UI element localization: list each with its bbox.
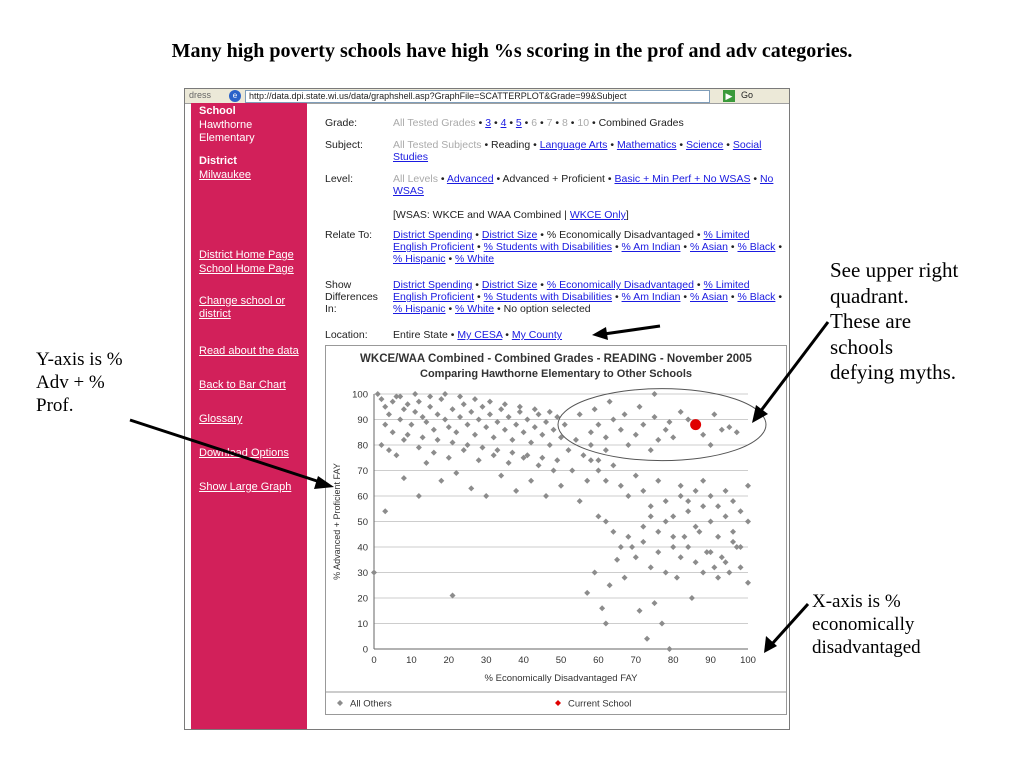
grade-7: 7 bbox=[546, 117, 553, 129]
grade-10: 10 bbox=[577, 117, 590, 129]
x-tick-label: 30 bbox=[480, 655, 492, 666]
level-selected: Advanced + Proficient bbox=[502, 173, 605, 185]
show-link-econ-disadvantaged[interactable]: % Economically Disadvantaged bbox=[546, 279, 694, 291]
x-tick-label: 80 bbox=[667, 655, 679, 666]
note-y-axis: Y-axis is % Adv + % Prof. bbox=[36, 349, 123, 417]
level-link-basic[interactable]: Basic + Min Perf + No WSAS bbox=[614, 173, 751, 185]
show-link-hispanic[interactable]: % Hispanic bbox=[393, 303, 446, 315]
show-link-asian[interactable]: % Asian bbox=[690, 291, 728, 303]
relate-link-hispanic[interactable]: % Hispanic bbox=[393, 253, 446, 265]
arrowhead-location bbox=[592, 327, 608, 340]
arrowhead-y-axis bbox=[314, 476, 334, 489]
legend-label-all-others: All Others bbox=[350, 698, 392, 710]
school-home-link[interactable]: School Home Page bbox=[199, 263, 294, 275]
x-tick-label: 90 bbox=[705, 655, 716, 666]
download-options-link[interactable]: Download Options bbox=[199, 447, 289, 459]
school-label: School bbox=[199, 105, 236, 117]
back-to-bar-chart-link[interactable]: Back to Bar Chart bbox=[199, 379, 286, 391]
level-link-no-wsas[interactable]: No WSAS bbox=[393, 173, 774, 197]
y-tick-label: 30 bbox=[357, 568, 368, 579]
y-tick-label: 90 bbox=[357, 415, 368, 426]
y-tick-label: 100 bbox=[352, 389, 368, 401]
note-x-axis: X-axis is % economically disadvantaged bbox=[812, 591, 921, 659]
go-button[interactable]: Go bbox=[741, 90, 754, 100]
grade-8: 8 bbox=[562, 117, 568, 129]
grade-all: All Tested Grades bbox=[393, 117, 476, 129]
subject-selected: Reading bbox=[491, 139, 531, 151]
address-url-field[interactable]: http://data.dpi.state.wi.us/data/graphshell.asp?GraphFile=SCATTERPLOT&Grade=99&Subject bbox=[245, 90, 710, 103]
read-about-data-link[interactable]: Read about the data bbox=[199, 345, 299, 357]
show-link-lep[interactable]: % Limited English Proficient bbox=[393, 279, 750, 303]
arrow-to-x-axis bbox=[772, 604, 808, 644]
grade-link-5[interactable]: 5 bbox=[515, 117, 522, 129]
relate-link-white[interactable]: % White bbox=[455, 253, 495, 265]
relate-link-district-spending[interactable]: District Spending bbox=[393, 229, 473, 241]
x-tick-label: 100 bbox=[740, 655, 756, 666]
relate-link-asian[interactable]: % Asian bbox=[690, 241, 728, 253]
relate-selected: % Economically Disadvantaged bbox=[546, 229, 694, 241]
level-all: All Levels bbox=[393, 173, 438, 185]
y-tick-label: 80 bbox=[357, 440, 368, 452]
show-link-am-indian[interactable]: % Am Indian bbox=[621, 291, 681, 303]
grade-link-3[interactable]: 3 bbox=[485, 117, 492, 129]
level-link-advanced[interactable]: Advanced bbox=[446, 173, 494, 185]
y-tick-label: 70 bbox=[357, 466, 368, 477]
show-link-disabilities[interactable]: % Students with Disabilities bbox=[483, 291, 613, 303]
y-tick-label: 40 bbox=[357, 542, 368, 554]
y-tick-label: 0 bbox=[362, 644, 368, 656]
arrow-to-y-axis bbox=[130, 420, 320, 482]
x-axis-label: % Economically Disadvantaged FAY bbox=[484, 673, 638, 684]
level-label: Level: bbox=[325, 173, 354, 185]
chart-subtitle: Comparing Hawthorne Elementary to Other Schools bbox=[420, 368, 692, 380]
y-tick-label: 10 bbox=[357, 619, 368, 630]
arrowhead-quadrant bbox=[752, 405, 768, 423]
y-axis-label: % Advanced + Proficient FAY bbox=[332, 463, 342, 580]
subject-link-science[interactable]: Science bbox=[685, 139, 724, 151]
arrow-to-quadrant bbox=[760, 322, 828, 412]
relate-link-district-size[interactable]: District Size bbox=[481, 229, 538, 241]
change-school-link[interactable]: Change school or district bbox=[199, 295, 286, 320]
district-home-link[interactable]: District Home Page bbox=[199, 249, 294, 261]
relate-label: Relate To: bbox=[325, 229, 373, 241]
subject-label: Subject: bbox=[325, 139, 363, 151]
x-tick-label: 0 bbox=[371, 655, 377, 666]
x-tick-label: 70 bbox=[630, 655, 642, 666]
subject-all: All Tested Subjects bbox=[393, 139, 482, 151]
note-upper-right-quadrant: See upper right quadrant. These are schools defying myths. bbox=[830, 258, 959, 385]
subject-link-social-studies[interactable]: Social Studies bbox=[393, 139, 762, 163]
slide-title: Many high poverty schools have high %s scoring in the prof and adv categories. bbox=[171, 40, 853, 62]
district-label: District bbox=[199, 155, 237, 167]
location-label: Location: bbox=[325, 329, 368, 341]
relate-link-disabilities[interactable]: % Students with Disabilities bbox=[483, 241, 613, 253]
show-label: Show Differences In: bbox=[325, 279, 378, 315]
chart-title: WKCE/WAA Combined - Combined Grades - READING - November 2005 bbox=[360, 353, 752, 365]
grade-link-4[interactable]: 4 bbox=[500, 117, 507, 129]
address-label: dress bbox=[189, 90, 212, 100]
page-globe-icon: e bbox=[229, 90, 241, 102]
arrow-to-location bbox=[604, 326, 660, 334]
wkce-only-link[interactable]: WKCE Only bbox=[569, 209, 626, 221]
show-link-black[interactable]: % Black bbox=[737, 291, 776, 303]
location-link-my-county[interactable]: My County bbox=[511, 329, 563, 341]
x-tick-label: 20 bbox=[443, 655, 455, 666]
relate-link-am-indian[interactable]: % Am Indian bbox=[621, 241, 681, 253]
x-tick-label: 40 bbox=[518, 655, 529, 666]
show-link-district-spending[interactable]: District Spending bbox=[393, 279, 473, 291]
subject-link-mathematics[interactable]: Mathematics bbox=[616, 139, 677, 151]
grade-6: 6 bbox=[531, 117, 538, 129]
show-link-white[interactable]: % White bbox=[455, 303, 495, 315]
x-tick-label: 60 bbox=[593, 655, 604, 666]
y-tick-label: 50 bbox=[357, 517, 368, 528]
show-selected: No option selected bbox=[503, 303, 591, 315]
legend-label-current-school: Current School bbox=[568, 698, 632, 710]
relate-link-black[interactable]: % Black bbox=[737, 241, 776, 253]
location-link-my-cesa[interactable]: My CESA bbox=[457, 329, 503, 341]
browser-screenshot: dress e http://data.dpi.state.wi.us/data/graphshell.asp?GraphFile=SCATTERPLOT&Grade=99&Subject ▶ Go School Hawthorne Elementary District Milwaukee District Home Page School Home Page Change school or district Read about the data Back to Bar Chart Glossary Download Options Show Large Graph Grade: All Tested Grades • 3 • 4 • 5 • 6 • 7 • 8 • 10 • Combined Grades Subject: All Tested Subjects • Reading • Language Arts • Mathematics • Science • Social Studies Level: All Levels • Advanced • Advanced + Proficient • Basic + Min Perf + No WSAS • No WSAS [WSAS: WKCE and WAA Combined | WKCE Only] Relate To: District Spending • District Size • % Economically Disadvantaged • % Limited English Proficient • % Students with Disabilities • % Am Indian • % Asian • % Black • % Hispanic • % White Show Differences In: District Spending • District Size • % Economically Disadvantaged • % Limited English Proficient • % Students with Disabilities • % Am Indian • % Asian • % Black • % Hispanic • % White • No option selected Location: Entire State • My CESA • My County WKCE/WAA Combined - Combined Grades - READING - November 2005 Comparing Hawthorne Elementary to Other Schools 0 10 20 30 40 50 60 70 80 90 100 0 10 20 30 40 50 60 70 80 90 100 % Economically Disadvantaged FAY % Advanced + Proficient FAY All Others Current School bbox=[184, 88, 790, 730]
y-tick-label: 20 bbox=[357, 593, 368, 605]
x-tick-label: 50 bbox=[555, 655, 567, 666]
wsas-note: [WSAS: WKCE and WAA Combined | bbox=[393, 209, 567, 221]
grade-selected: Combined Grades bbox=[598, 117, 684, 129]
show-link-district-size[interactable]: District Size bbox=[481, 279, 538, 291]
show-large-graph-link[interactable]: Show Large Graph bbox=[199, 481, 292, 493]
go-arrow-icon[interactable]: ▶ bbox=[723, 90, 735, 102]
subject-link-language-arts[interactable]: Language Arts bbox=[539, 139, 608, 151]
y-tick-label: 60 bbox=[357, 491, 368, 503]
grade-label: Grade: bbox=[325, 117, 358, 129]
location-selected: Entire State bbox=[393, 329, 448, 341]
district-name-link[interactable]: Milwaukee bbox=[199, 169, 251, 181]
relate-link-lep[interactable]: % Limited English Proficient bbox=[393, 229, 750, 253]
x-tick-label: 10 bbox=[406, 655, 417, 666]
school-name: Hawthorne Elementary bbox=[199, 119, 255, 144]
glossary-link[interactable]: Glossary bbox=[199, 413, 243, 425]
